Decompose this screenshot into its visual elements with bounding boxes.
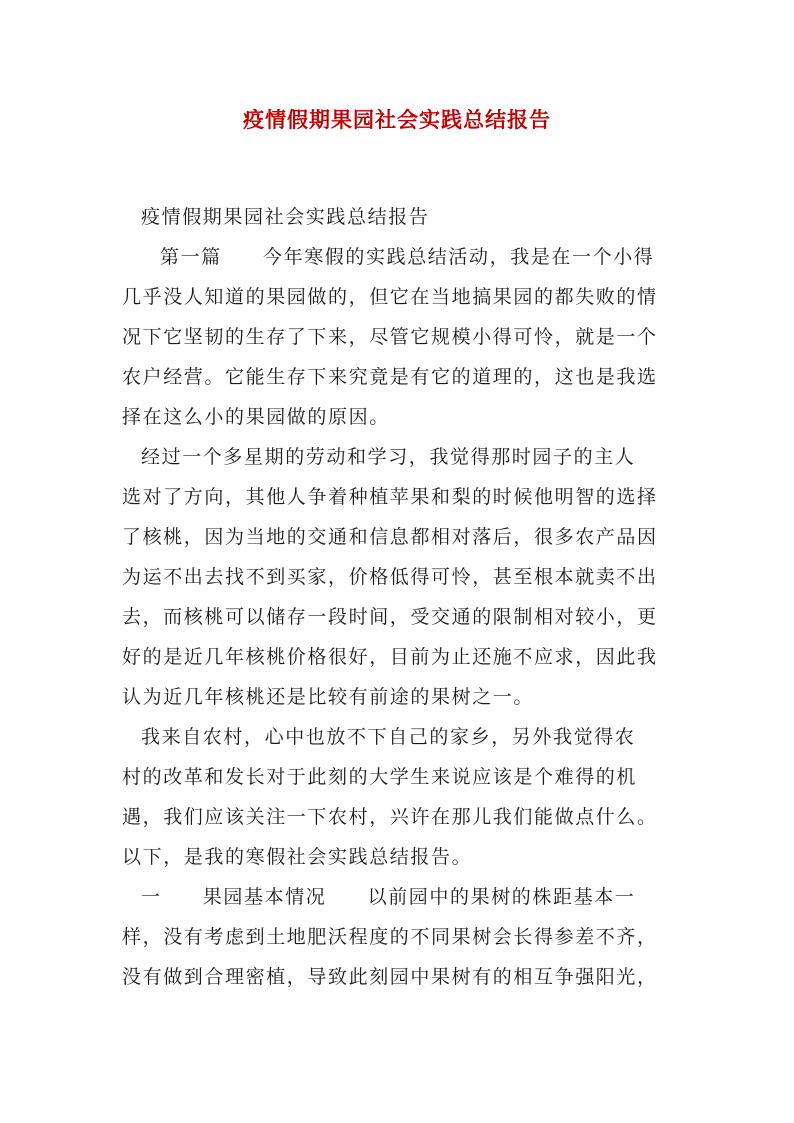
paragraph-line: 几乎没人知道的果园做的，但它在当地搞果园的都失败的情 xyxy=(122,286,658,308)
paragraph-line: 农户经营。它能生存下来究竟是有它的道理的，这也是我选 xyxy=(122,366,658,388)
paragraph-line: 以下，是我的寒假社会实践总结报告。 xyxy=(122,846,473,868)
paragraph-line: 经过一个多星期的劳动和学习，我觉得那时园子的主人 xyxy=(141,446,636,468)
paragraph-line: 了核桃，因为当地的交通和信息都相对落后，很多农产品因 xyxy=(122,526,658,548)
paragraph-line: 去，而核桃可以储存一段时间，受交通的限制相对较小，更 xyxy=(122,606,658,628)
paragraph-line: 我来自农村，心中也放不下自己的家乡，另外我觉得农 xyxy=(141,726,636,748)
paragraph-line: 村的改革和发长对于此刻的大学生来说应该是个难得的机 xyxy=(122,766,638,788)
paragraph-line: 没有做到合理密植，导致此刻园中果树有的相互争强阳光， xyxy=(122,966,658,988)
paragraph-line: 好的是近几年核桃价格很好，目前为止还施不应求，因此我 xyxy=(122,646,658,668)
document-body xyxy=(122,197,682,997)
paragraph-line: 为运不出去找不到买家，价格低得可怜，甚至根本就卖不出 xyxy=(122,566,658,588)
paragraph-line: 选对了方向，其他人争着种植苹果和梨的时候他明智的选择 xyxy=(122,486,658,508)
paragraph-line: 况下它坚韧的生存了下来，尽管它规模小得可怜，就是一个 xyxy=(122,326,658,348)
paragraph-line: 认为近几年核桃还是比较有前途的果树之一。 xyxy=(122,686,535,708)
document-title: 疫情假期果园社会实践总结报告 xyxy=(243,107,551,132)
subtitle-line: 疫情假期果园社会实践总结报告 xyxy=(141,206,430,228)
paragraph-line: 样，没有考虑到土地肥沃程度的不同果树会长得参差不齐， xyxy=(122,926,658,948)
paragraph-line: 第一篇 今年寒假的实践总结活动，我是在一个小得 xyxy=(160,246,655,268)
paragraph-line: 一 果园基本情况 以前园中的果树的株距基本一 xyxy=(141,886,636,908)
paragraph-line: 择在这么小的果园做的原因。 xyxy=(122,406,390,428)
paragraph-line: 遇，我们应该关注一下农村，兴许在那儿我们能做点什么。 xyxy=(122,806,658,828)
